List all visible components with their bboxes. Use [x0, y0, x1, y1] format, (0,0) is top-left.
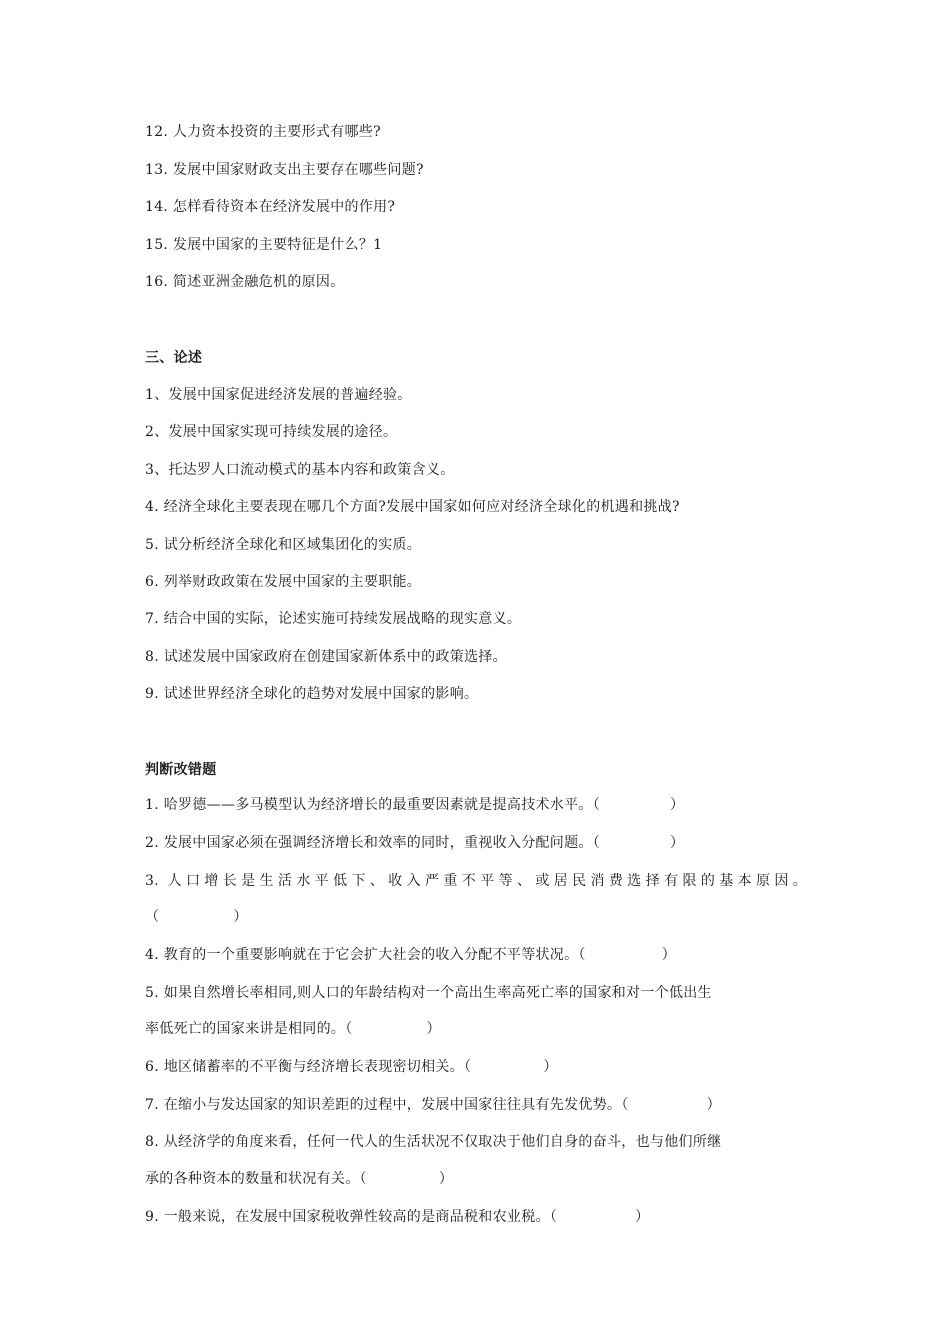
- question-15: 15. 发展中国家的主要特征是什么？1: [145, 237, 383, 253]
- tf-item-4-text: 4. 教育的一个重要影响就在于它会扩大社会的收入分配不平等状况。: [145, 947, 579, 963]
- question-16: 16. 简述亚洲金融危机的原因。: [145, 274, 345, 290]
- tf-item-2-text: 2. 发展中国家必须在强调经济增长和效率的同时，重视收入分配问题。: [145, 835, 593, 851]
- essay-item-1: 1、发展中国家促进经济发展的普遍经验。: [145, 387, 412, 403]
- answer-paren-close: ）: [706, 1097, 721, 1113]
- answer-paren-close: ）: [543, 1059, 558, 1075]
- answer-paren-open: （: [549, 1209, 558, 1225]
- tf-item-8-line-1: 8. 从经济学的角度来看，任何一代人的生活状况不仅取决于他们自身的奋斗，也与他们所继: [145, 1134, 722, 1150]
- essay-item-4: 4. 经济全球化主要表现在哪几个方面?发展中国家如何应对经济全球化的机遇和挑战?: [145, 499, 680, 515]
- answer-paren-open: （: [578, 947, 586, 963]
- answer-paren-open: （: [145, 909, 160, 925]
- essay-item-2: 2、发展中国家实现可持续发展的途径。: [145, 424, 398, 440]
- tf-item-3-answer: [145, 907, 248, 927]
- answer-paren-close: ）: [426, 1021, 441, 1037]
- answer-paren-open: （: [621, 1097, 629, 1113]
- tf-item-8-line-2: [145, 1169, 453, 1189]
- answer-paren-open: （: [464, 1059, 472, 1075]
- answer-paren-close: ）: [635, 1209, 650, 1225]
- question-13: 13. 发展中国家财政支出主要存在哪些问题?: [145, 162, 424, 178]
- answer-paren-close: ）: [670, 797, 685, 813]
- tf-item-4: [145, 945, 676, 965]
- essay-item-7: 7. 结合中国的实际，论述实施可持续发展战略的现实意义。: [145, 611, 522, 627]
- true-false-heading: 判断改错题: [145, 762, 217, 778]
- tf-item-7-text: 7. 在缩小与发达国家的知识差距的过程中，发展中国家往往具有先发优势。: [145, 1097, 622, 1113]
- answer-paren-open: （: [592, 835, 601, 851]
- tf-item-3: 3. 人口增长是生活水平低下、收入严重不平等、或居民消费选择有限的基本原因。: [145, 873, 807, 889]
- question-12: 12. 人力资本投资的主要形式有哪些?: [145, 124, 381, 140]
- tf-item-7: [145, 1095, 721, 1115]
- question-14: 14. 怎样看待资本在经济发展中的作用?: [145, 199, 396, 215]
- tf-item-6: [145, 1057, 558, 1077]
- essay-item-6: 6. 列举财政政策在发展中国家的主要职能。: [145, 574, 422, 590]
- answer-paren-close: ）: [438, 1171, 454, 1187]
- tf-item-5-line-2: [145, 1019, 441, 1039]
- tf-item-8-text: 承的各种资本的数量和状况有关。: [145, 1171, 360, 1187]
- tf-item-1: [145, 795, 684, 815]
- tf-item-2: [145, 833, 684, 853]
- answer-paren-close: ）: [233, 909, 248, 925]
- answer-paren-close: ）: [670, 835, 685, 851]
- essay-item-9: 9. 试述世界经济全球化的趋势对发展中国家的影响。: [145, 686, 479, 702]
- answer-paren-open: （: [345, 1021, 353, 1037]
- answer-paren-open: （: [359, 1171, 367, 1187]
- essay-item-8: 8. 试述发展中国家政府在创建国家新体系中的政策选择。: [145, 649, 507, 665]
- essay-item-3: 3、托达罗人口流动模式的基本内容和政策含义。: [145, 462, 455, 478]
- tf-item-9-text: 9. 一般来说，在发展中国家税收弹性较高的是商品税和农业税。: [145, 1209, 550, 1225]
- essay-item-5: 5. 试分析经济全球化和区域集团化的实质。: [145, 537, 422, 553]
- tf-item-6-text: 6. 地区储蓄率的不平衡与经济增长表现密切相关。: [145, 1059, 465, 1075]
- answer-paren-open: （: [592, 797, 601, 813]
- answer-paren-close: ）: [661, 947, 677, 963]
- tf-item-1-text: 1. 哈罗德——多马模型认为经济增长的最重要因素就是提高技术水平。: [145, 797, 593, 813]
- essay-heading: 三、论述: [145, 350, 203, 366]
- tf-item-5-text: 率低死亡的国家来讲是相同的。: [145, 1021, 346, 1037]
- tf-item-5-line-1: 5. 如果自然增长率相同,则人口的年龄结构对一个高出生率高死亡率的国家和对一个低出生: [145, 985, 712, 1001]
- tf-item-9: [145, 1207, 649, 1227]
